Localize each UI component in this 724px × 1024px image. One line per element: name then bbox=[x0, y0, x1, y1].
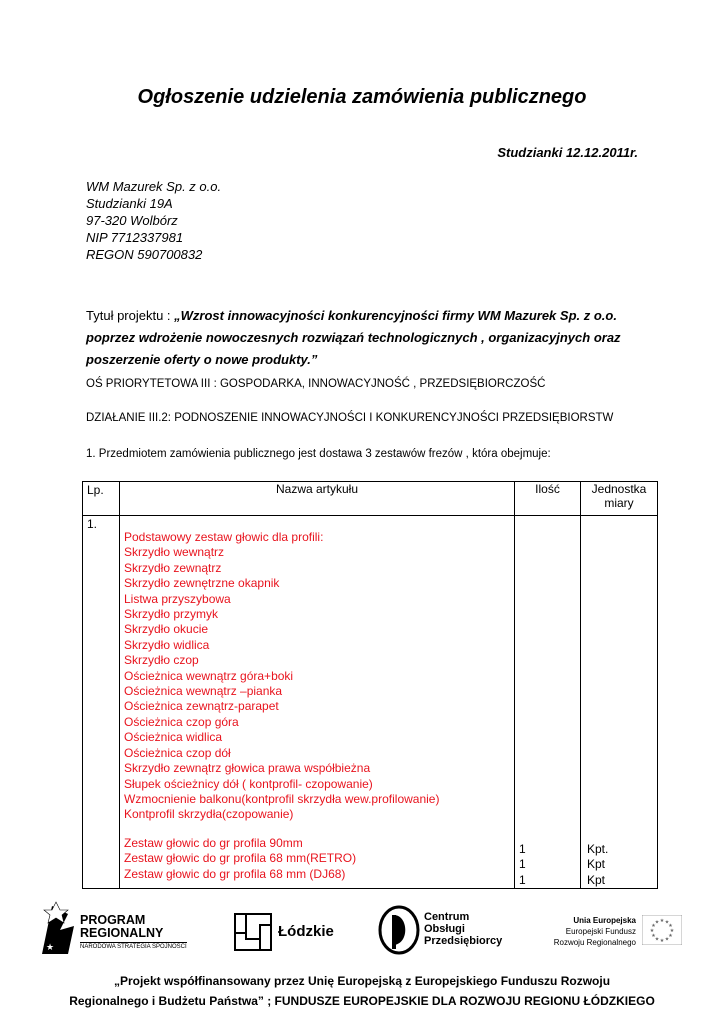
list-item: Słupek ościeżnicy dół ( kontprofil- czopowanie) bbox=[124, 776, 373, 791]
list-item: Skrzydło zewnątrz głowica prawa współbieżna bbox=[124, 761, 371, 776]
set-item: Zestaw głowic do gr profila 68 mm (DJ68) bbox=[124, 866, 346, 881]
eu-line1: Unia Europejska bbox=[573, 916, 636, 925]
unit-value: Kpt bbox=[587, 857, 606, 872]
list-item: Skrzydło przymyk bbox=[124, 607, 219, 622]
program-line2: REGIONALNY bbox=[80, 926, 164, 940]
list-item: Kontprofil skrzydła(czopowanie) bbox=[124, 807, 294, 822]
document-date: Studzianki 12.12.2011r. bbox=[497, 145, 638, 160]
svg-text:★: ★ bbox=[649, 928, 655, 934]
company-name: WM Mazurek Sp. z o.o. bbox=[86, 179, 222, 194]
program-line3: NARODOWA STRATEGIA SPÓJNOŚCI bbox=[80, 944, 187, 950]
svg-text:★: ★ bbox=[659, 938, 665, 944]
company-city: 97-320 Wolbórz bbox=[86, 213, 178, 228]
project-title-block bbox=[86, 305, 646, 371]
items-table bbox=[82, 481, 658, 889]
qty-value: 1 bbox=[519, 872, 526, 887]
list-item: Skrzydło okucie bbox=[124, 622, 209, 637]
svg-text:★: ★ bbox=[668, 923, 673, 929]
footer-line2: Regionalnego i Budżetu Państwa” ; FUNDUSZE EUROPEJSKIE DLA ROZWOJU REGIONU ŁÓDZKIEGO bbox=[69, 994, 655, 1008]
lodzkie-label: Łódzkie bbox=[278, 923, 334, 940]
list-item: Ościeżnica zewnątrz-parapet bbox=[124, 699, 279, 714]
set-item: Zestaw głowic do gr profila 68 mm(RETRO) bbox=[124, 851, 357, 866]
header-unit bbox=[581, 482, 658, 516]
order-subject: 1. Przedmiotem zamówienia publicznego jest dostawa 3 zestawów frezów , która obejmuje: bbox=[86, 448, 551, 460]
svg-text:★: ★ bbox=[654, 936, 660, 943]
item-list bbox=[120, 516, 514, 882]
qty-value: 1 bbox=[519, 842, 526, 856]
list-item: Ościeżnica wewnątrz góra+boki bbox=[124, 668, 294, 683]
list-item: Skrzydło czop bbox=[124, 653, 199, 668]
cop-emblem-icon bbox=[378, 905, 420, 955]
lodzkie-emblem-icon bbox=[234, 913, 272, 951]
company-street: Studzianki 19A bbox=[86, 196, 173, 211]
list-item: Skrzydło zewnętrzne okapnik bbox=[124, 576, 280, 591]
cop-line1: Centrum bbox=[424, 911, 470, 923]
svg-text:★: ★ bbox=[664, 919, 670, 926]
table-header-row bbox=[83, 482, 658, 516]
row-qty bbox=[515, 516, 581, 889]
list-item: Skrzydło zewnątrz bbox=[124, 560, 222, 575]
company-regon: REGON 590700832 bbox=[86, 247, 203, 262]
list-item: Ościeżnica czop góra bbox=[124, 714, 239, 729]
unit-value: Kpt. bbox=[587, 842, 609, 856]
project-label: Tytuł projektu : bbox=[86, 308, 175, 323]
svg-text:★: ★ bbox=[664, 936, 670, 943]
table-row bbox=[83, 516, 658, 889]
svg-text:★: ★ bbox=[46, 942, 55, 952]
row-items bbox=[120, 516, 515, 889]
list-item: Ościeżnica wewnątrz –pianka bbox=[124, 684, 283, 699]
cop-line3: Przedsiębiorcy bbox=[424, 935, 503, 947]
eu-flag-icon bbox=[642, 915, 682, 945]
eu-line2: Europejski Fundusz bbox=[565, 927, 636, 936]
svg-text:★: ★ bbox=[659, 918, 665, 924]
svg-text:★: ★ bbox=[654, 919, 660, 926]
list-item: Ościeżnica widlica bbox=[124, 730, 223, 745]
cop-line2: Obsługi bbox=[424, 923, 465, 935]
page-title: Ogłoszenie udzielenia zamówienia publicznego bbox=[137, 86, 587, 108]
action-line: DZIAŁANIE III.2: PODNOSZENIE INNOWACYJNOŚCI I KONKURENCYJNOŚCI PRZEDSIĘBIORSTW bbox=[86, 412, 614, 424]
unit-value: Kpt bbox=[587, 872, 606, 887]
svg-text:★: ★ bbox=[668, 933, 673, 939]
program-line1: PROGRAM bbox=[80, 913, 146, 927]
set-item: Zestaw głowic do gr profila 90mm bbox=[124, 835, 303, 850]
project-title: „Wzrost innowacyjności konkurencyjności firmy WM Mazurek Sp. z o.o. poprzez wdrożenie nowoczesnych rozwiązań technologicznych , organizacyjnych oraz poszerzenie oferty o nowe produkty.” bbox=[86, 308, 621, 367]
priority-axis: OŚ PRIORYTETOWA III : GOSPODARKA, INNOWACYJNOŚĆ , PRZEDSIĘBIORCZOŚĆ bbox=[86, 378, 546, 390]
list-item: Wzmocnienie balkonu(kontprofil skrzydła wew.profilowanie) bbox=[124, 791, 440, 806]
program-regionalny-logo bbox=[38, 900, 208, 961]
company-address bbox=[86, 178, 221, 263]
list-item: Skrzydło widlica bbox=[124, 637, 210, 652]
company-nip: NIP 7712337981 bbox=[86, 230, 184, 245]
header-lp: Lp. bbox=[83, 482, 120, 516]
svg-text:★: ★ bbox=[651, 923, 656, 929]
row-lp: 1. bbox=[83, 516, 120, 889]
header-unit-line2: miary bbox=[604, 496, 634, 510]
header-name: Nazwa artykułu bbox=[120, 482, 515, 516]
list-item: Skrzydło wewnątrz bbox=[124, 545, 225, 560]
list-item: Podstawowy zestaw głowic dla profili: bbox=[124, 530, 324, 544]
header-qty: Ilość bbox=[515, 482, 581, 516]
footer-line1: „Projekt współfinansowany przez Unię Europejską z Europejskiego Funduszu Rozwoju bbox=[113, 974, 611, 988]
qty-value: 1 bbox=[519, 857, 526, 872]
list-item: Ościeżnica czop dół bbox=[124, 745, 231, 760]
header-unit-line1: Jednostka bbox=[591, 482, 647, 496]
svg-text:★: ★ bbox=[651, 933, 656, 939]
list-item: Listwa przyszybowa bbox=[124, 591, 231, 606]
svg-text:★: ★ bbox=[669, 928, 675, 934]
eu-line3: Rozwoju Regionalnego bbox=[553, 938, 636, 947]
footer bbox=[0, 971, 724, 1011]
row-unit bbox=[581, 516, 658, 889]
